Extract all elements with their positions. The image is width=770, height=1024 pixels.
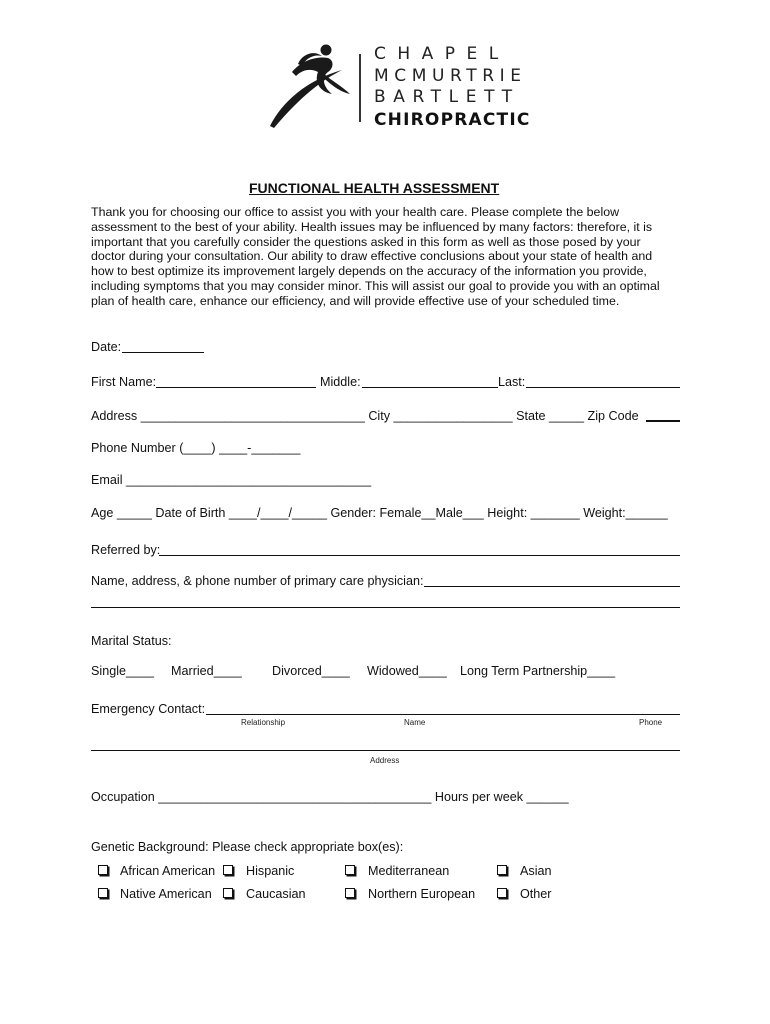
emergency-address-field[interactable] [91, 750, 680, 751]
genetic-option-label: Native American [120, 887, 212, 901]
checkbox-icon[interactable] [345, 865, 355, 875]
genetic-option-label: Caucasian [246, 887, 306, 901]
genetic-option-label: Northern European [368, 887, 476, 901]
logo-line-4: CHIROPRACTIC [374, 110, 531, 130]
emergency-contact-field[interactable] [206, 714, 680, 715]
checkbox-icon[interactable] [98, 865, 108, 875]
last-name-label: Last: [498, 375, 526, 389]
age-dob-line: Age _____ Date of Birth ____/____/_____ Gender: Female__Male___ Height: _______ Weight:______ [91, 506, 668, 520]
intro-line: important that you carefully consider the questions asked in this form as well as those posed by your [91, 234, 641, 249]
emergency-contact-label: Emergency Contact: [91, 702, 206, 716]
intro-line: including symptoms that you may consider minor. This will assist our goal to provide you with an optimal [91, 278, 660, 293]
first-name-field[interactable] [156, 387, 316, 388]
checkbox-icon[interactable] [497, 888, 507, 898]
last-name-field[interactable] [526, 387, 680, 388]
marital-status-label: Marital Status: [91, 634, 172, 648]
checkbox-icon[interactable] [497, 865, 507, 875]
runner-logo-icon [262, 42, 357, 130]
genetic-option-label: Asian [520, 864, 552, 878]
referred-by-field[interactable] [159, 555, 680, 556]
relationship-caption: Relationship [241, 718, 286, 727]
occupation-line: Occupation _______________________________________ Hours per week ______ [91, 790, 569, 804]
first-name-label: First Name: [91, 375, 157, 389]
marital-married[interactable]: Married____ [171, 664, 242, 678]
logo-line-3: BARTLETT [374, 87, 520, 107]
genetic-option-label: Hispanic [246, 864, 295, 878]
referred-by-label: Referred by: [91, 543, 161, 557]
marital-partnership[interactable]: Long Term Partnership____ [460, 664, 616, 678]
checkbox-icon[interactable] [223, 888, 233, 898]
physician-field-line-2[interactable] [91, 607, 680, 608]
phone-caption: Phone [639, 718, 663, 727]
logo-divider [359, 54, 361, 122]
intro-line: doctor during your consultation. Our ability to draw effective conclusions about your state of health and [91, 249, 653, 264]
marital-divorced[interactable]: Divorced____ [272, 664, 350, 678]
physician-label: Name, address, & phone number of primary care physician: [91, 574, 424, 588]
phone-line: Phone Number (____) ____-_______ [91, 441, 301, 455]
page-title: FUNCTIONAL HEALTH ASSESSMENT [249, 180, 500, 196]
marital-single[interactable]: Single____ [91, 664, 155, 678]
date-field[interactable] [122, 352, 204, 353]
intro-line: how to best optimize its improvement largely depends on the accuracy of the information you provide, [91, 264, 647, 279]
intro-line: Thank you for choosing our office to assist you with your health care. Please complete the below [91, 205, 620, 219]
email-line: Email ___________________________________ [91, 473, 372, 487]
physician-field[interactable] [424, 586, 680, 587]
marital-widowed[interactable]: Widowed____ [367, 664, 447, 678]
genetic-background-label: Genetic Background: Please check appropriate box(es): [91, 840, 404, 854]
checkbox-icon[interactable] [98, 888, 108, 898]
middle-name-field[interactable] [362, 387, 498, 388]
middle-name-label: Middle: [320, 375, 361, 389]
date-label: Date: [91, 340, 122, 354]
intro-paragraph [91, 205, 681, 309]
logo-line-1: CHAPEL [374, 44, 510, 64]
intro-line: plan of health care, enhance our efficiency, and will provide effective use of your scheduled time. [91, 293, 620, 308]
address-line: Address ________________________________ City _________________ State _____ Zip Code [91, 409, 639, 423]
intro-line: assessment to the best of your ability. Health issues may be influenced by many factors: therefore, it is [91, 219, 653, 234]
genetic-option-label: African American [120, 864, 216, 878]
checkbox-icon[interactable] [223, 865, 233, 875]
genetic-option-label: Mediterranean [368, 864, 450, 878]
checkbox-icon[interactable] [345, 888, 355, 898]
address-caption: Address [370, 756, 400, 765]
name-caption: Name [404, 718, 426, 727]
genetic-option-label: Other [520, 887, 552, 901]
zip-code-field[interactable] [646, 420, 680, 422]
logo-line-2: MCMURTRIE [374, 66, 527, 86]
